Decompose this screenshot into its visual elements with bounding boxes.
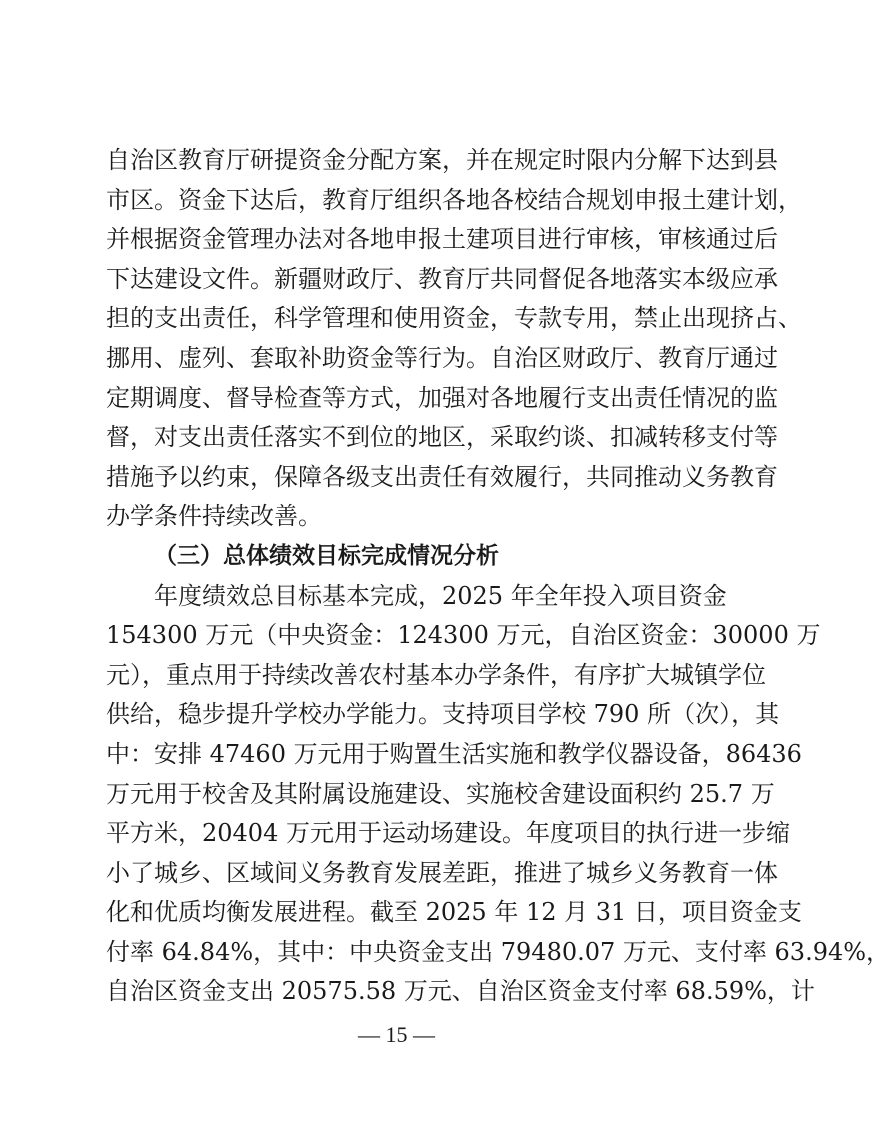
paragraph2-line: 供给，稳步提升学校办学能力。支持项目学校 790 所（次），其 [106, 700, 780, 728]
paragraph2-line: 年度绩效总目标基本完成，2025 年全年投入项目资金 [154, 582, 727, 610]
paragraph1-line: 挪用、虚列、套取补助资金等行为。自治区财政厅、教育厅通过 [106, 344, 778, 372]
section-heading: （三）总体绩效目标完成情况分析 [154, 543, 499, 569]
paragraph2-line: 小了城乡、区域间义务教育发展差距，推进了城乡义务教育一体 [106, 859, 778, 887]
paragraph1-line: 担的支出责任，科学管理和使用资金，专款专用，禁止出现挤占、 [106, 304, 802, 332]
paragraph2-line: 元），重点用于持续改善农村基本办学条件，有序扩大城镇学位 [106, 661, 766, 689]
paragraph1-line: 自治区教育厅研提资金分配方案，并在规定时限内分解下达到县 [106, 146, 778, 174]
paragraph2-line: 自治区资金支出 20575.58 万元、自治区资金支付率 68.59%，计 [106, 977, 815, 1005]
paragraph2-line: 中：安排 47460 万元用于购置生活实施和教学仪器设备，86436 [106, 740, 802, 768]
paragraph1-line: 督，对支出责任落实不到位的地区，采取约谈、扣减转移支付等 [106, 423, 778, 451]
paragraph2-line: 平方米，20404 万元用于运动场建设。年度项目的执行进一步缩 [106, 819, 790, 847]
paragraph1-line: 下达建设文件。新疆财政厅、教育厅共同督促各地落实本级应承 [106, 265, 778, 293]
page-number: — 15 — [358, 1022, 435, 1047]
paragraph1-line: 定期调度、督导检查等方式，加强对各地履行支出责任情况的监 [106, 384, 778, 412]
paragraph1-line: 并根据资金管理办法对各地申报土建项目进行审核，审核通过后 [106, 225, 778, 253]
paragraph2-line: 154300 万元（中央资金：124300 万元，自治区资金：30000 万 [106, 621, 821, 649]
paragraph1-line: 市区。资金下达后，教育厅组织各地各校结合规划申报土建计划， [106, 186, 802, 214]
paragraph2-line: 付率 64.84%，其中：中央资金支出 79480.07 万元、支付率 63.94%， [106, 938, 890, 966]
paragraph1-line: 措施予以约束，保障各级支出责任有效履行，共同推动义务教育 [106, 463, 778, 491]
paragraph1-line: 办学条件持续改善。 [106, 502, 322, 530]
paragraph2-line: 万元用于校舍及其附属设施建设、实施校舍建设面积约 25.7 万 [106, 780, 775, 808]
paragraph2-line: 化和优质均衡发展进程。截至 2025 年 12 月 31 日，项目资金支 [106, 898, 802, 926]
